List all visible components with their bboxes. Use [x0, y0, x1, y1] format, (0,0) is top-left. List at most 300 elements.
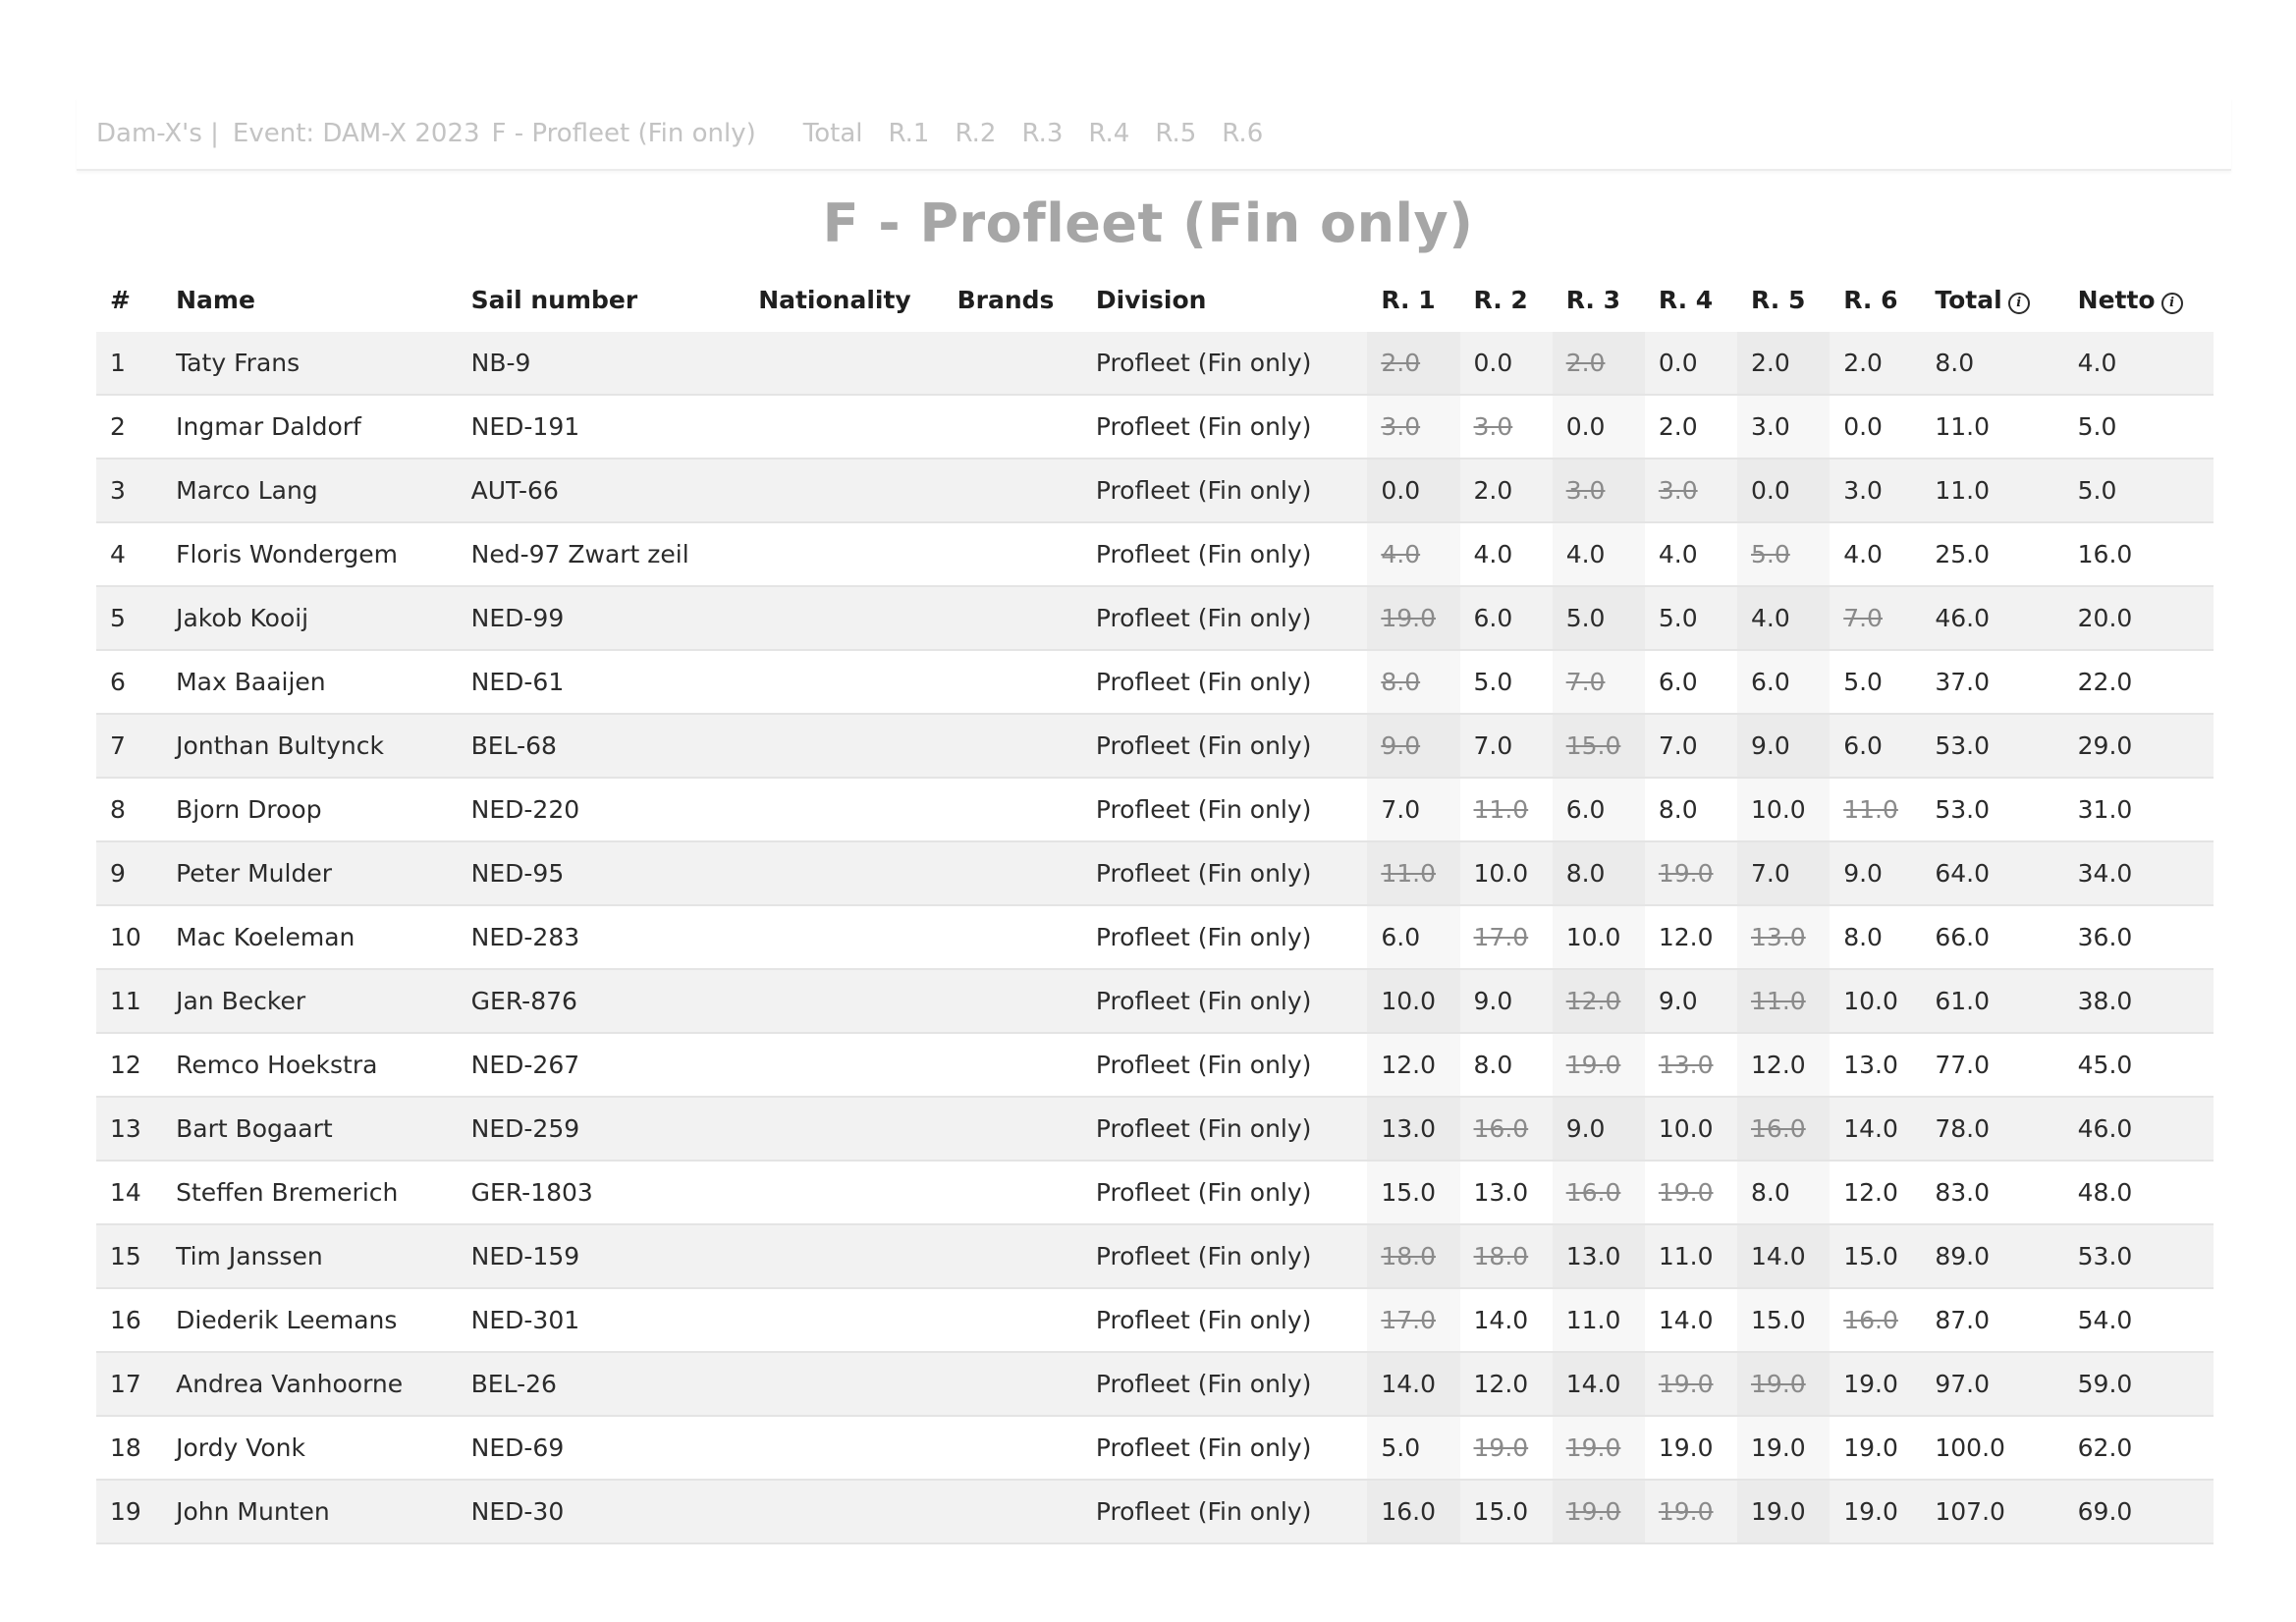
nav-link-r4[interactable]: R.4 — [1088, 119, 1130, 148]
col-header-rank[interactable]: # — [110, 285, 131, 314]
col-header-r4[interactable]: R. 4 — [1658, 285, 1714, 314]
race-score: 10.0 — [1843, 987, 1898, 1015]
cell-rank: 7 — [96, 714, 162, 778]
cell-race-4 — [1645, 586, 1737, 650]
cell-race-2 — [1460, 650, 1553, 714]
cell-race-3 — [1553, 332, 1645, 395]
cell-division: Profleet (Fin only) — [1082, 969, 1368, 1033]
cell-race-1 — [1367, 522, 1459, 586]
info-circle-icon[interactable]: i — [2008, 293, 2030, 314]
cell-rank: 16 — [96, 1288, 162, 1352]
race-score: 12.0 — [1843, 1178, 1898, 1207]
cell-total: 53.0 — [1921, 778, 2063, 841]
cell-sail-number: GER-1803 — [458, 1161, 745, 1224]
cell-sail-number: NED-191 — [458, 395, 745, 459]
table-row[interactable] — [96, 1288, 2214, 1352]
race-score: 3.0 — [1843, 476, 1883, 505]
cell-netto: 36.0 — [2064, 905, 2214, 969]
discarded-score: 18.0 — [1381, 1242, 1437, 1271]
site-brand[interactable]: Dam-X's | — [96, 119, 219, 148]
cell-race-5 — [1737, 1097, 1830, 1161]
cell-race-6 — [1830, 1033, 1921, 1097]
cell-race-3 — [1553, 905, 1645, 969]
cell-netto: 38.0 — [2064, 969, 2214, 1033]
race-score: 4.0 — [1658, 540, 1698, 568]
cell-race-2 — [1460, 1097, 1553, 1161]
cell-race-5 — [1737, 586, 1830, 650]
cell-name: Jan Becker — [162, 969, 458, 1033]
race-score: 14.0 — [1473, 1306, 1529, 1334]
race-score: 0.0 — [1381, 476, 1421, 505]
cell-brands — [944, 1480, 1082, 1543]
cell-rank: 19 — [96, 1480, 162, 1543]
table-row[interactable] — [96, 459, 2214, 522]
cell-sail-number: NED-95 — [458, 841, 745, 905]
cell-sail-number: BEL-68 — [458, 714, 745, 778]
cell-race-3 — [1553, 714, 1645, 778]
cell-name: Steffen Bremerich — [162, 1161, 458, 1224]
cell-race-4 — [1645, 395, 1737, 459]
nav-link-r1[interactable]: R.1 — [888, 119, 930, 148]
race-score: 3.0 — [1751, 412, 1790, 441]
cell-rank: 9 — [96, 841, 162, 905]
cell-race-6 — [1830, 650, 1921, 714]
col-header-brands[interactable]: Brands — [957, 285, 1055, 314]
cell-race-6 — [1830, 1224, 1921, 1288]
race-score: 9.0 — [1473, 987, 1513, 1015]
cell-race-6 — [1830, 332, 1921, 395]
table-row[interactable] — [96, 1480, 2214, 1543]
race-score: 8.0 — [1473, 1051, 1513, 1079]
cell-sail-number: GER-876 — [458, 969, 745, 1033]
cell-name: Jakob Kooij — [162, 586, 458, 650]
cell-sail-number: NED-267 — [458, 1033, 745, 1097]
discarded-score: 5.0 — [1751, 540, 1790, 568]
cell-division: Profleet (Fin only) — [1082, 1224, 1368, 1288]
table-row[interactable] — [96, 1033, 2214, 1097]
table-row[interactable] — [96, 586, 2214, 650]
cell-total: 11.0 — [1921, 459, 2063, 522]
cell-total: 77.0 — [1921, 1033, 2063, 1097]
cell-race-6 — [1830, 1161, 1921, 1224]
cell-race-3 — [1553, 586, 1645, 650]
table-row[interactable] — [96, 714, 2214, 778]
race-score: 13.0 — [1473, 1178, 1529, 1207]
discarded-score: 18.0 — [1473, 1242, 1529, 1271]
race-score: 10.0 — [1565, 923, 1621, 951]
table-row[interactable] — [96, 522, 2214, 586]
discarded-score: 17.0 — [1473, 923, 1529, 951]
discarded-score: 19.0 — [1658, 1497, 1714, 1526]
cell-division: Profleet (Fin only) — [1082, 714, 1368, 778]
cell-race-5 — [1737, 522, 1830, 586]
cell-race-5 — [1737, 1480, 1830, 1543]
cell-race-5 — [1737, 650, 1830, 714]
cell-brands — [944, 905, 1082, 969]
cell-race-6 — [1830, 1288, 1921, 1352]
cell-brands — [944, 1352, 1082, 1416]
cell-brands — [944, 1097, 1082, 1161]
table-row[interactable] — [96, 1224, 2214, 1288]
cell-race-4 — [1645, 1416, 1737, 1480]
race-score: 19.0 — [1843, 1497, 1898, 1526]
race-score: 2.0 — [1843, 349, 1883, 377]
cell-race-1 — [1367, 395, 1459, 459]
cell-race-2 — [1460, 1224, 1553, 1288]
cell-race-1 — [1367, 332, 1459, 395]
cell-race-4 — [1645, 522, 1737, 586]
cell-race-4 — [1645, 778, 1737, 841]
race-score: 15.0 — [1843, 1242, 1898, 1271]
discarded-score: 19.0 — [1658, 1370, 1714, 1398]
table-row[interactable] — [96, 332, 2214, 395]
race-score: 15.0 — [1381, 1178, 1437, 1207]
col-header-nationality[interactable]: Nationality — [758, 285, 911, 314]
discarded-score: 7.0 — [1843, 604, 1883, 632]
nav-link-r2[interactable]: R.2 — [955, 119, 997, 148]
discarded-score: 19.0 — [1658, 859, 1714, 888]
cell-brands — [944, 650, 1082, 714]
cell-sail-number: NED-69 — [458, 1416, 745, 1480]
cell-race-4 — [1645, 969, 1737, 1033]
cell-race-2 — [1460, 1161, 1553, 1224]
cell-race-4 — [1645, 714, 1737, 778]
cell-total: 107.0 — [1921, 1480, 2063, 1543]
race-score: 6.0 — [1843, 731, 1883, 760]
cell-sail-number: BEL-26 — [458, 1352, 745, 1416]
race-score: 0.0 — [1565, 412, 1606, 441]
table-header-row — [96, 267, 2214, 332]
cell-netto: 45.0 — [2064, 1033, 2214, 1097]
cell-rank: 6 — [96, 650, 162, 714]
table-row[interactable] — [96, 905, 2214, 969]
discarded-score: 19.0 — [1565, 1497, 1621, 1526]
cell-race-4 — [1645, 459, 1737, 522]
discarded-score: 19.0 — [1473, 1433, 1529, 1462]
cell-name: Andrea Vanhoorne — [162, 1352, 458, 1416]
cell-rank: 3 — [96, 459, 162, 522]
cell-race-4 — [1645, 1161, 1737, 1224]
cell-race-2 — [1460, 905, 1553, 969]
cell-brands — [944, 395, 1082, 459]
discarded-score: 16.0 — [1843, 1306, 1898, 1334]
cell-nationality — [744, 1224, 943, 1288]
cell-race-6 — [1830, 522, 1921, 586]
discarded-score: 19.0 — [1751, 1370, 1806, 1398]
cell-rank: 11 — [96, 969, 162, 1033]
info-circle-icon[interactable]: i — [2161, 293, 2183, 314]
col-header-r1[interactable]: R. 1 — [1381, 285, 1436, 314]
class-name[interactable]: F - Profleet (Fin only) — [491, 119, 756, 148]
page-title: F - Profleet (Fin only) — [822, 192, 1474, 254]
cell-race-4 — [1645, 1033, 1737, 1097]
cell-nationality — [744, 1097, 943, 1161]
cell-total: 61.0 — [1921, 969, 2063, 1033]
discarded-score: 7.0 — [1565, 668, 1606, 696]
cell-brands — [944, 969, 1082, 1033]
cell-total: 37.0 — [1921, 650, 2063, 714]
cell-race-2 — [1460, 1416, 1553, 1480]
race-score: 14.0 — [1565, 1370, 1621, 1398]
race-score: 13.0 — [1381, 1114, 1437, 1143]
cell-sail-number: NED-283 — [458, 905, 745, 969]
cell-race-6 — [1830, 1352, 1921, 1416]
discarded-score: 19.0 — [1658, 1178, 1714, 1207]
nav-link-total[interactable]: Total — [802, 119, 863, 148]
race-score: 5.0 — [1658, 604, 1698, 632]
results-table — [96, 267, 2214, 1544]
cell-name: Bjorn Droop — [162, 778, 458, 841]
cell-netto: 20.0 — [2064, 586, 2214, 650]
race-score: 13.0 — [1565, 1242, 1621, 1271]
cell-race-2 — [1460, 1352, 1553, 1416]
discarded-score: 11.0 — [1473, 795, 1529, 824]
cell-division: Profleet (Fin only) — [1082, 905, 1368, 969]
col-header-total[interactable] — [1921, 267, 2063, 332]
cell-division: Profleet (Fin only) — [1082, 1033, 1368, 1097]
cell-total: 89.0 — [1921, 1224, 2063, 1288]
cell-race-3 — [1553, 1480, 1645, 1543]
table-row[interactable] — [96, 778, 2214, 841]
cell-race-3 — [1553, 1352, 1645, 1416]
cell-race-3 — [1553, 778, 1645, 841]
nav-link-r6[interactable]: R.6 — [1222, 119, 1264, 148]
results-body — [96, 332, 2214, 1543]
cell-race-6 — [1830, 841, 1921, 905]
cell-sail-number: Ned-97 Zwart zeil — [458, 522, 745, 586]
cell-race-4 — [1645, 1097, 1737, 1161]
discarded-score: 19.0 — [1381, 604, 1437, 632]
cell-rank: 17 — [96, 1352, 162, 1416]
discarded-score: 15.0 — [1565, 731, 1621, 760]
cell-race-5 — [1737, 1288, 1830, 1352]
cell-nationality — [744, 332, 943, 395]
col-header-r2[interactable]: R. 2 — [1473, 285, 1528, 314]
cell-race-4 — [1645, 1224, 1737, 1288]
race-score: 6.0 — [1658, 668, 1698, 696]
race-score: 5.0 — [1843, 668, 1883, 696]
col-header-division[interactable]: Division — [1095, 285, 1207, 314]
race-score: 8.0 — [1843, 923, 1883, 951]
race-score: 12.0 — [1751, 1051, 1806, 1079]
cell-netto: 48.0 — [2064, 1161, 2214, 1224]
discarded-score: 13.0 — [1751, 923, 1806, 951]
cell-total: 78.0 — [1921, 1097, 2063, 1161]
cell-nationality — [744, 1416, 943, 1480]
cell-race-4 — [1645, 1352, 1737, 1416]
cell-netto: 54.0 — [2064, 1288, 2214, 1352]
race-score: 0.0 — [1751, 476, 1790, 505]
discarded-score: 19.0 — [1565, 1051, 1621, 1079]
race-score: 19.0 — [1751, 1433, 1806, 1462]
table-row[interactable] — [96, 650, 2214, 714]
cell-race-3 — [1553, 1033, 1645, 1097]
discarded-score: 13.0 — [1658, 1051, 1714, 1079]
discarded-score: 3.0 — [1473, 412, 1513, 441]
cell-race-4 — [1645, 650, 1737, 714]
race-score: 4.0 — [1473, 540, 1513, 568]
cell-total: 97.0 — [1921, 1352, 2063, 1416]
race-score: 10.0 — [1381, 987, 1437, 1015]
cell-name: Bart Bogaart — [162, 1097, 458, 1161]
race-score: 9.0 — [1658, 987, 1698, 1015]
cell-name: John Munten — [162, 1480, 458, 1543]
cell-race-5 — [1737, 841, 1830, 905]
cell-race-2 — [1460, 1480, 1553, 1543]
cell-race-3 — [1553, 1416, 1645, 1480]
cell-name: Floris Wondergem — [162, 522, 458, 586]
cell-race-1 — [1367, 714, 1459, 778]
cell-race-6 — [1830, 778, 1921, 841]
cell-netto: 5.0 — [2064, 395, 2214, 459]
nav-link-r5[interactable]: R.5 — [1155, 119, 1197, 148]
cell-race-1 — [1367, 1224, 1459, 1288]
race-score: 5.0 — [1381, 1433, 1421, 1462]
race-score: 12.0 — [1658, 923, 1714, 951]
top-navigation — [77, 98, 2231, 171]
cell-division: Profleet (Fin only) — [1082, 1097, 1368, 1161]
cell-division: Profleet (Fin only) — [1082, 1352, 1368, 1416]
cell-race-6 — [1830, 905, 1921, 969]
cell-total: 53.0 — [1921, 714, 2063, 778]
cell-race-1 — [1367, 778, 1459, 841]
discarded-score: 3.0 — [1381, 412, 1421, 441]
cell-division: Profleet (Fin only) — [1082, 1416, 1368, 1480]
cell-race-2 — [1460, 586, 1553, 650]
col-header-r3[interactable]: R. 3 — [1565, 285, 1620, 314]
discarded-score: 3.0 — [1565, 476, 1606, 505]
race-score: 14.0 — [1751, 1242, 1806, 1271]
cell-sail-number: AUT-66 — [458, 459, 745, 522]
discarded-score: 8.0 — [1381, 668, 1421, 696]
cell-name: Diederik Leemans — [162, 1288, 458, 1352]
cell-name: Peter Mulder — [162, 841, 458, 905]
cell-race-5 — [1737, 1352, 1830, 1416]
cell-race-2 — [1460, 522, 1553, 586]
nav-link-r3[interactable]: R.3 — [1021, 119, 1064, 148]
race-score: 8.0 — [1658, 795, 1698, 824]
race-score: 5.0 — [1473, 668, 1513, 696]
table-row[interactable] — [96, 1161, 2214, 1224]
col-header-netto[interactable] — [2064, 267, 2214, 332]
cell-rank: 4 — [96, 522, 162, 586]
cell-race-4 — [1645, 1288, 1737, 1352]
cell-division: Profleet (Fin only) — [1082, 841, 1368, 905]
cell-rank: 15 — [96, 1224, 162, 1288]
table-row[interactable] — [96, 1352, 2214, 1416]
cell-brands — [944, 1416, 1082, 1480]
table-row[interactable] — [96, 969, 2214, 1033]
table-row[interactable] — [96, 1416, 2214, 1480]
cell-race-5 — [1737, 714, 1830, 778]
cell-brands — [944, 1161, 1082, 1224]
cell-race-1 — [1367, 905, 1459, 969]
race-score: 9.0 — [1751, 731, 1790, 760]
race-score: 2.0 — [1658, 412, 1698, 441]
cell-name: Mac Koeleman — [162, 905, 458, 969]
cell-race-6 — [1830, 969, 1921, 1033]
race-score: 15.0 — [1473, 1497, 1529, 1526]
cell-rank: 18 — [96, 1416, 162, 1480]
cell-race-2 — [1460, 1288, 1553, 1352]
cell-netto: 69.0 — [2064, 1480, 2214, 1543]
discarded-score: 2.0 — [1381, 349, 1421, 377]
cell-rank: 13 — [96, 1097, 162, 1161]
table-row[interactable] — [96, 841, 2214, 905]
race-score: 4.0 — [1843, 540, 1883, 568]
cell-nationality — [744, 650, 943, 714]
cell-race-3 — [1553, 395, 1645, 459]
cell-race-1 — [1367, 650, 1459, 714]
race-score: 2.0 — [1751, 349, 1790, 377]
race-score: 16.0 — [1381, 1497, 1437, 1526]
cell-race-3 — [1553, 1161, 1645, 1224]
cell-total: 100.0 — [1921, 1416, 2063, 1480]
cell-race-6 — [1830, 395, 1921, 459]
cell-name: Remco Hoekstra — [162, 1033, 458, 1097]
cell-brands — [944, 332, 1082, 395]
cell-rank: 10 — [96, 905, 162, 969]
cell-race-4 — [1645, 332, 1737, 395]
race-score: 0.0 — [1843, 412, 1883, 441]
cell-division: Profleet (Fin only) — [1082, 1161, 1368, 1224]
discarded-score: 9.0 — [1381, 731, 1421, 760]
cell-sail-number: NED-301 — [458, 1288, 745, 1352]
col-header-r5[interactable]: R. 5 — [1751, 285, 1806, 314]
cell-total: 46.0 — [1921, 586, 2063, 650]
col-header-r6[interactable]: R. 6 — [1843, 285, 1898, 314]
cell-nationality — [744, 905, 943, 969]
cell-race-1 — [1367, 1161, 1459, 1224]
cell-race-3 — [1553, 522, 1645, 586]
cell-brands — [944, 778, 1082, 841]
cell-rank: 1 — [96, 332, 162, 395]
cell-brands — [944, 714, 1082, 778]
col-header-netto-label: Netto — [2077, 285, 2156, 314]
col-header-name[interactable]: Name — [176, 285, 255, 314]
cell-race-6 — [1830, 1097, 1921, 1161]
race-score: 19.0 — [1658, 1433, 1714, 1462]
cell-race-5 — [1737, 1161, 1830, 1224]
table-row[interactable] — [96, 395, 2214, 459]
discarded-score: 11.0 — [1751, 987, 1806, 1015]
cell-race-1 — [1367, 969, 1459, 1033]
discarded-score: 12.0 — [1565, 987, 1621, 1015]
discarded-score: 11.0 — [1843, 795, 1898, 824]
table-row[interactable] — [96, 1097, 2214, 1161]
cell-netto: 22.0 — [2064, 650, 2214, 714]
discarded-score: 17.0 — [1381, 1306, 1437, 1334]
cell-name: Taty Frans — [162, 332, 458, 395]
race-score: 7.0 — [1751, 859, 1790, 888]
cell-nationality — [744, 778, 943, 841]
col-header-sail-number[interactable]: Sail number — [470, 285, 638, 314]
cell-netto: 46.0 — [2064, 1097, 2214, 1161]
race-score: 14.0 — [1658, 1306, 1714, 1334]
cell-name: Max Baaijen — [162, 650, 458, 714]
discarded-score: 19.0 — [1565, 1433, 1621, 1462]
race-score: 11.0 — [1658, 1242, 1714, 1271]
race-score: 7.0 — [1658, 731, 1698, 760]
race-score: 14.0 — [1381, 1370, 1437, 1398]
event-name[interactable]: Event: DAM-X 2023 — [232, 119, 480, 148]
race-score: 0.0 — [1473, 349, 1513, 377]
race-score: 5.0 — [1565, 604, 1606, 632]
cell-rank: 12 — [96, 1033, 162, 1097]
cell-total: 83.0 — [1921, 1161, 2063, 1224]
cell-total: 8.0 — [1921, 332, 2063, 395]
cell-nationality — [744, 714, 943, 778]
